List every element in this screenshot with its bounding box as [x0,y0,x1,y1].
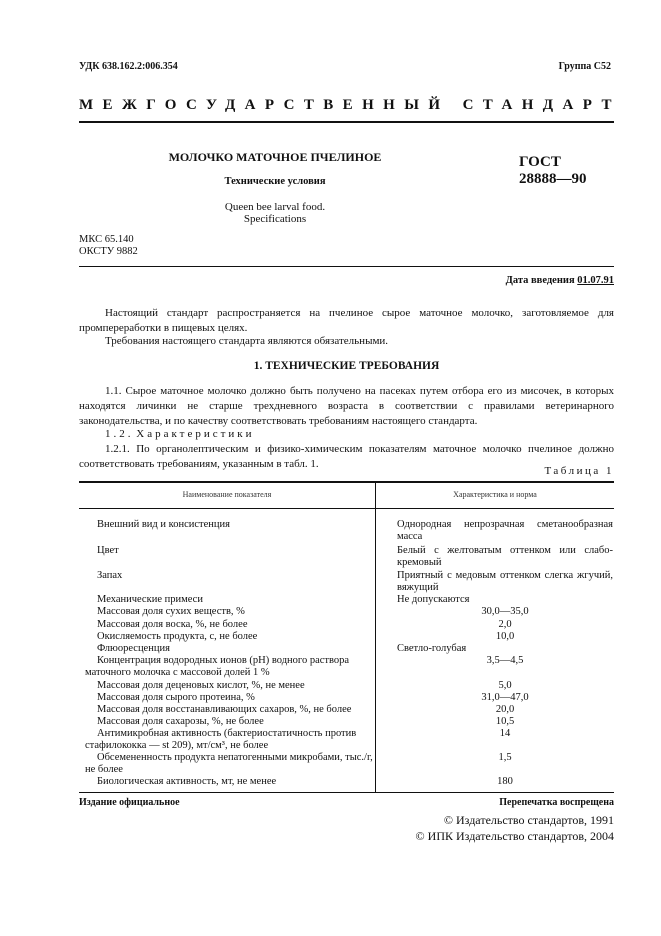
mks-code: МКС 65.140 [79,234,134,245]
section-heading: 1. ТЕХНИЧЕСКИЕ ТРЕБОВАНИЯ [253,360,440,372]
clause-1-1: 1.1. Сырое маточное молочко должно быть получено на пасеках путем отбора его из мисочек, в которых находятся личинки не старше трехдневного возраста в соответствии с правилами ветеринарного законодательства, и по качеству соответствовать требованиям настоящего стандарта. [79,385,614,427]
standard-banner: МЕЖГОСУДАРСТВЕННЫЙ СТАНДАРТ [79,97,621,113]
intro-paragraph-2: Требования настоящего стандарта являются обязательными. [105,335,389,347]
table-row-value: 1,5 [498,752,512,763]
table-label: Таблица 1 [544,465,614,477]
table-row-name: Запах [97,570,123,581]
gost-label: ГОСТ [519,154,561,170]
effective-date [506,275,614,286]
clause-number: 1.2. [105,428,134,440]
table-header-rule [79,508,614,509]
date-label: Дата введения [505,275,575,286]
table-row-name: Массовая доля воска, %, не более [97,619,248,630]
table-row-name: Флюоресценция [97,643,170,654]
table-row-name: Массовая доля восстанавливающих сахаров, %, не более [97,704,352,715]
title-rule [79,266,614,267]
table-row-value: 5,0 [498,680,512,691]
table-row-name: Массовая доля сахарозы, %, не более [97,716,264,727]
table-row-name: Механические примеси [97,594,203,605]
table-row-value: 10,0 [495,631,515,642]
table-row-name: Обсемененность продукта непатогенными микробами, тыс./г, не более [85,752,373,775]
table-row-name: Внешний вид и консистенция [97,519,230,530]
official-edition-note: Издание официальное [79,797,180,808]
table-row-value: Светло-голубая [397,643,467,654]
table-row-name: Массовая доля сухих веществ, % [97,606,245,617]
copyright-line-1: © Издательство стандартов, 1991 [443,813,614,827]
document-title: МОЛОЧКО МАТОЧНОЕ ПЧЕЛИНОЕ [168,150,382,164]
gost-number: 28888—90 [519,171,587,187]
okstu-code: ОКСТУ 9882 [79,246,138,257]
table-row-name: Биологическая активность, мт, не менее [97,776,277,787]
clause-1-2-heading [105,428,255,440]
table-row-value: 20,0 [495,704,515,715]
table-header-norm: Характеристика и норма [453,490,537,499]
table-row-value: Белый с желтоватым оттенком или слабо-кремовый [397,545,613,568]
document-subtitle: Технические условия [224,176,326,187]
table-row-value: 30,0—35,0 [481,606,529,617]
table-row-name: Окисляемость продукта, с, не более [97,631,258,642]
banner-rule [79,121,614,123]
group-code: Группа С52 [558,61,611,72]
table-row-name: Массовая доля деценовых кислот, %, не менее [97,680,305,691]
classification-codes [79,234,138,258]
english-title: Queen bee larval food. [224,201,326,213]
table-row-value: 31,0—47,0 [481,692,529,703]
reprint-prohibited-note: Перепечатка воспрещена [499,797,614,808]
table-top-rule [79,481,614,483]
clause-title: Характеристики [136,428,255,440]
table-row-value: Приятный с медовым оттенком слегка жгучий, вяжущий [397,570,613,593]
udk-code: УДК 638.162.2:006.354 [79,61,178,72]
table-row-name: Цвет [97,545,119,556]
table-row-name: Концентрация водородных ионов (рН) водного раствора маточного молочка с массовой долей 1 % [85,655,350,678]
table-row-value: 14 [499,728,511,739]
english-subtitle: Specifications [243,213,307,225]
table-row-name: Антимикробная активность (бактериостатичность против стафилококка — st 209), мт/см³, не более [85,728,357,751]
copyright-line-2: © ИПК Издательство стандартов, 2004 [415,829,614,843]
table-header-indicator: Наименование показателя [182,490,272,499]
intro-paragraph-1: Настоящий стандарт распространяется на пчелиное сырое маточное молочко, заготовляемое для промпереработки в пищевых целях. [79,307,614,334]
table-row-name: Массовая доля сырого протеина, % [97,692,255,703]
table-row-value: Не допускаются [397,594,470,605]
clause-1-2-1: 1.2.1. По органолептическим и физико-химическим показателям маточное молочко пчелиное должно соответствовать требованиям, указанным в табл. 1. [79,443,614,470]
gost-designation [519,154,587,188]
table-bottom-rule [79,792,614,793]
table-row-value: 3,5—4,5 [486,655,524,666]
table-row-value: Однородная непрозрачная сметанообразная масса [397,519,613,542]
table-column-divider [375,481,376,792]
table-row-value: 10,5 [495,716,515,727]
date-value: 01.07.91 [577,275,614,286]
table-row-value: 2,0 [498,619,512,630]
table-row-value: 180 [497,776,513,787]
